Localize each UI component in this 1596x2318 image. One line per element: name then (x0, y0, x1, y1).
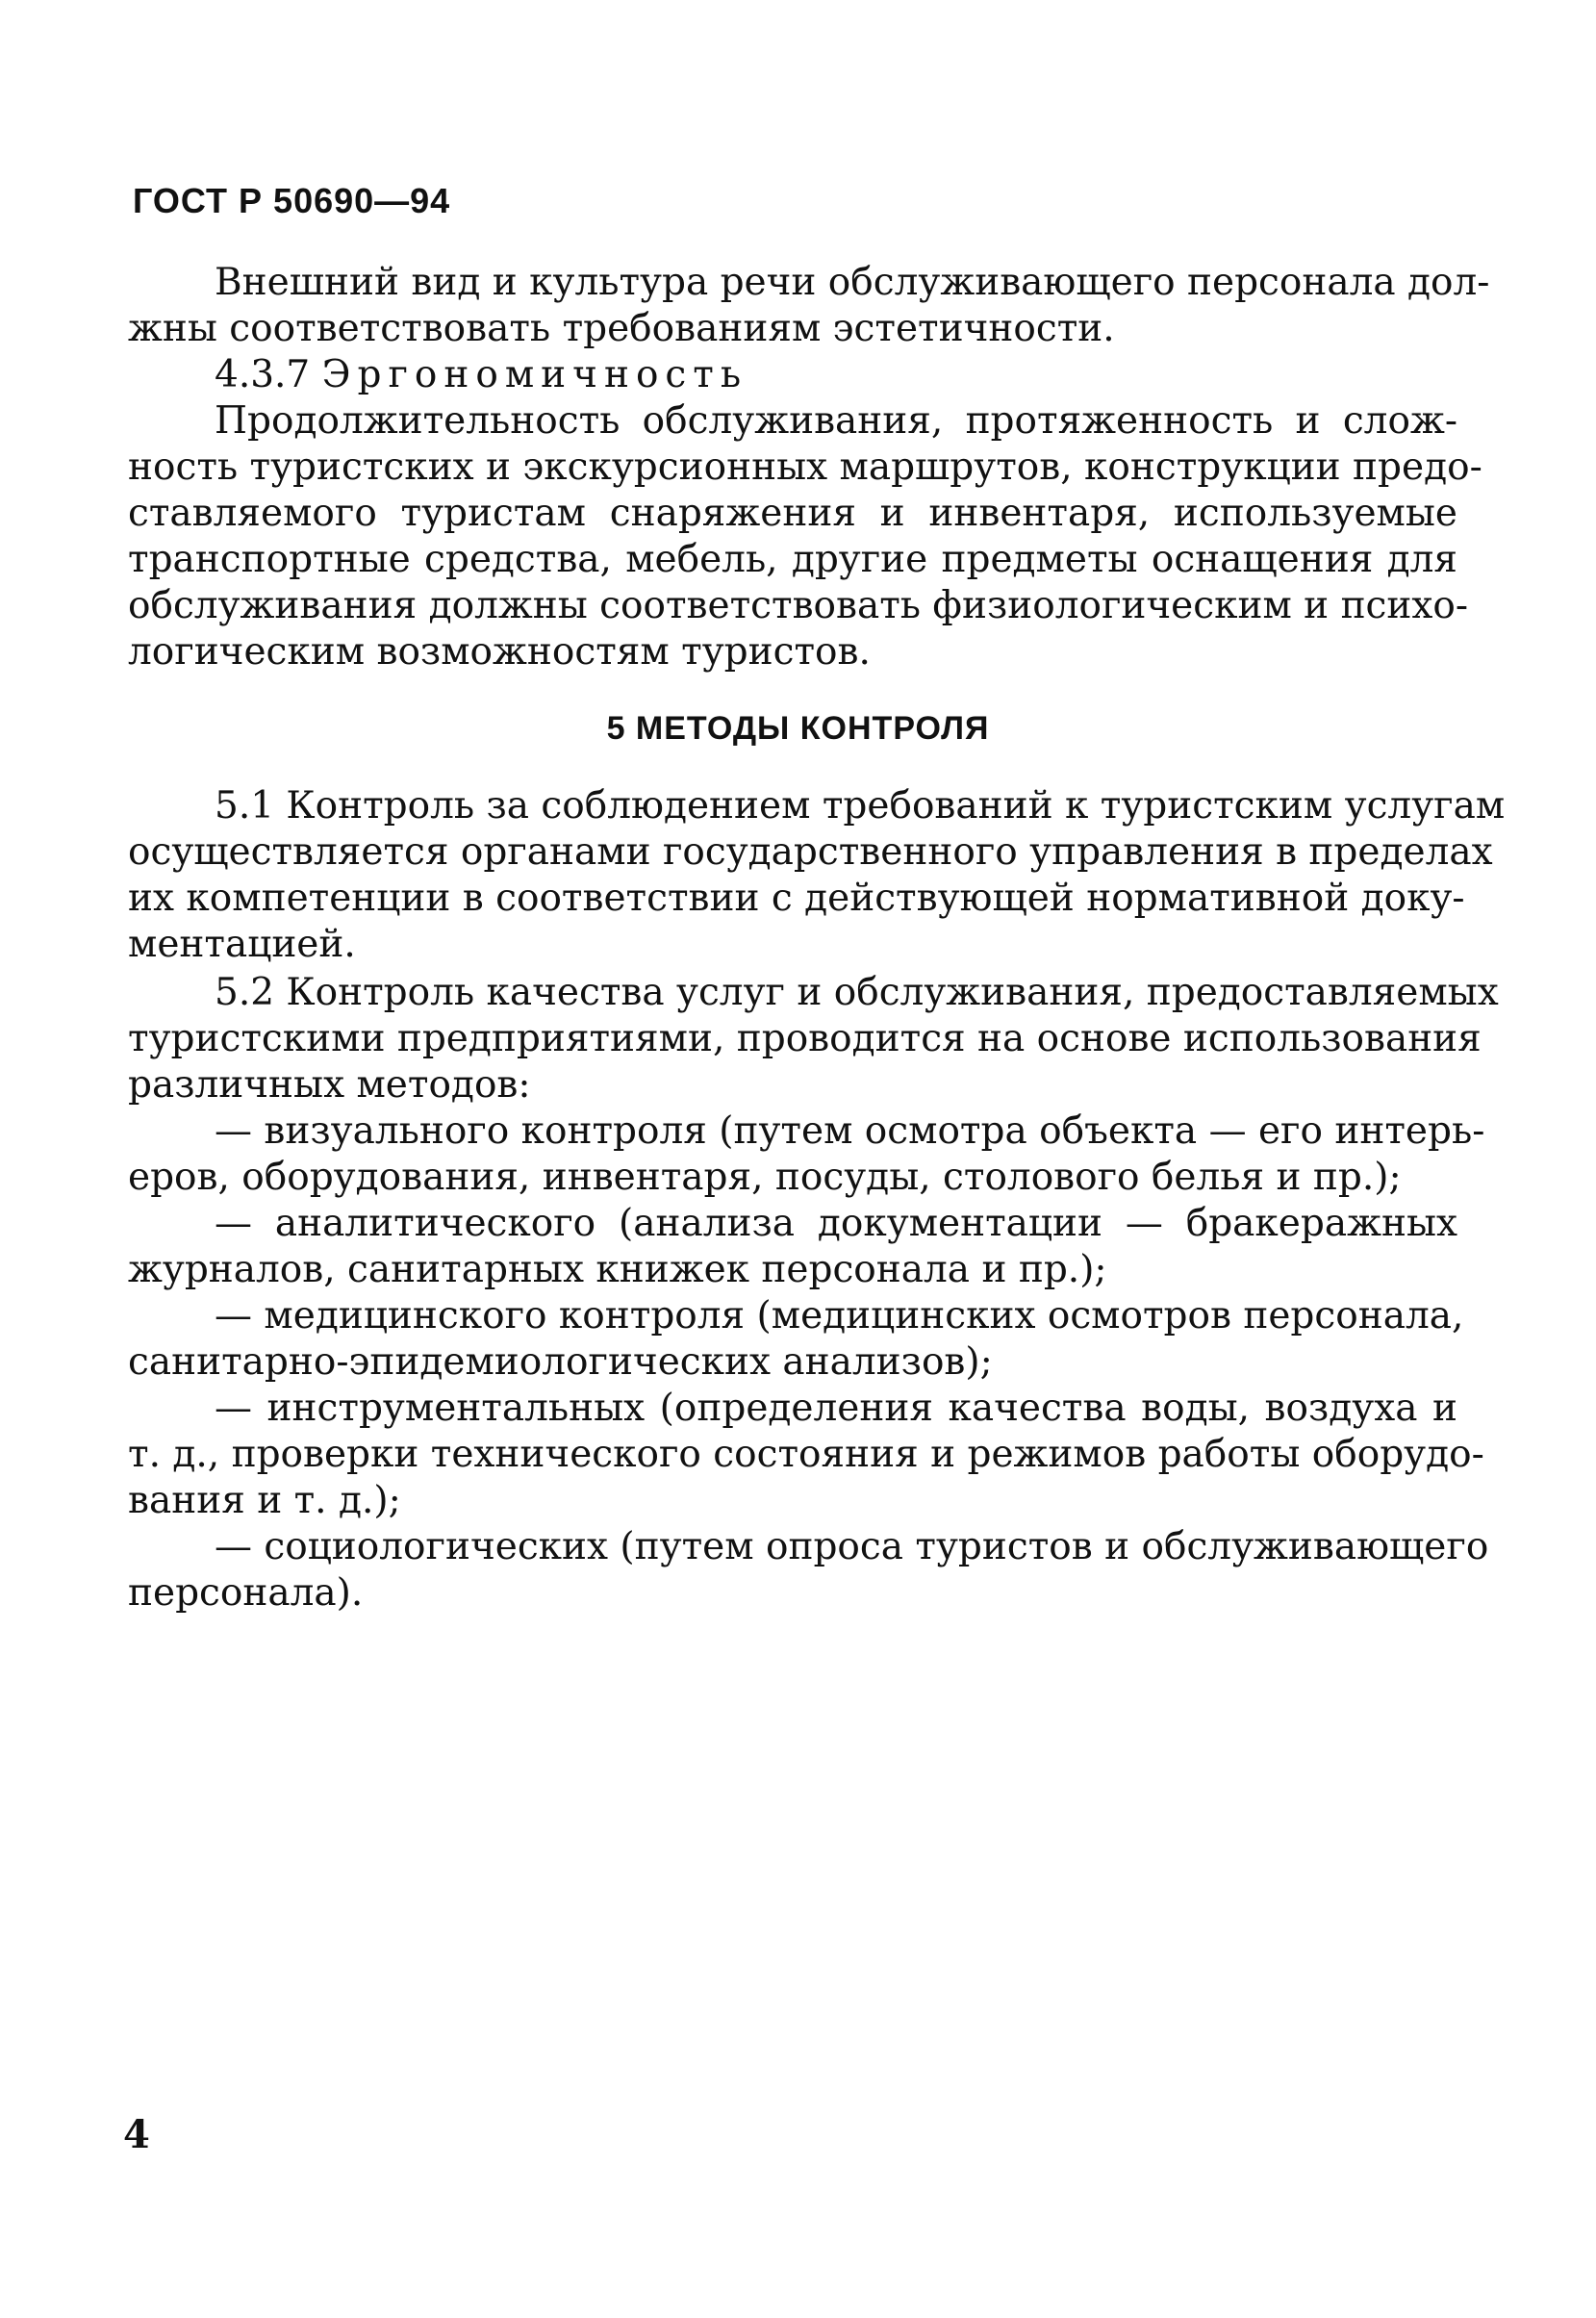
text-line: ность туристских и экскурсионных маршрутов, конструкции предо- (128, 446, 1482, 489)
text-line: еров, оборудования, инвентаря, посуды, столового белья и пр.); (128, 1156, 1402, 1199)
text-line: туристскими предприятиями, проводится на основе использования (128, 1017, 1482, 1060)
text-line: логическим возможностям туристов. (128, 630, 871, 674)
text-line: персонала). (128, 1571, 364, 1615)
clause-number: 4.3.7 (215, 353, 311, 396)
list-item: — аналитического (анализа документации — бракеражных (215, 1202, 1457, 1245)
text-line: обслуживания должны соответствовать физиологическим и психо- (128, 584, 1469, 627)
text-line: ставляемого туристам снаряжения и инвентаря, используемые (128, 492, 1457, 535)
clause-title: Эргономичность (321, 353, 748, 396)
list-item: — инструментальных (определения качества воды, воздуха и (215, 1387, 1457, 1430)
section-title: 5 МЕТОДЫ КОНТРОЛЯ (606, 710, 990, 747)
text-line: осуществляется органами государственного управления в пределах (128, 830, 1493, 874)
document-code: ГОСТ Р 50690—94 (133, 181, 451, 220)
text-line: их компетенции в соответствии с действующей нормативной доку- (128, 877, 1465, 920)
text-line: санитарно-эпидемиологических анализов); (128, 1340, 993, 1384)
text-line: т. д., проверки технического состояния и режимов работы оборудо- (128, 1433, 1484, 1476)
text-line: 5.1 Контроль за соблюдением требований к туристским услугам (215, 784, 1506, 828)
list-item: — медицинского контроля (медицинских осмотров персонала, (215, 1294, 1464, 1337)
text-line: ментацией. (128, 923, 356, 966)
text-line: жны соответствовать требованиям эстетичности. (128, 307, 1115, 350)
text-line: журналов, санитарных книжек персонала и пр.); (128, 1248, 1107, 1291)
clause-heading (215, 352, 1457, 398)
page-number: 4 (123, 2112, 150, 2157)
text-line: вания и т. д.); (128, 1479, 401, 1522)
text-line: различных методов: (128, 1063, 531, 1107)
text-line: Продолжительность обслуживания, протяженность и слож- (215, 399, 1457, 443)
text-line: 5.2 Контроль качества услуг и обслуживания, предоставляемых (215, 971, 1499, 1014)
list-item: — визуального контроля (путем осмотра объекта — его интерь- (215, 1109, 1485, 1153)
list-item: — социологических (путем опроса туристов и обслуживающего (215, 1525, 1489, 1568)
text-line: Внешний вид и культура речи обслуживающего персонала дол- (215, 261, 1490, 304)
text-line: транспортные средства, мебель, другие предметы оснащения для (128, 538, 1457, 581)
